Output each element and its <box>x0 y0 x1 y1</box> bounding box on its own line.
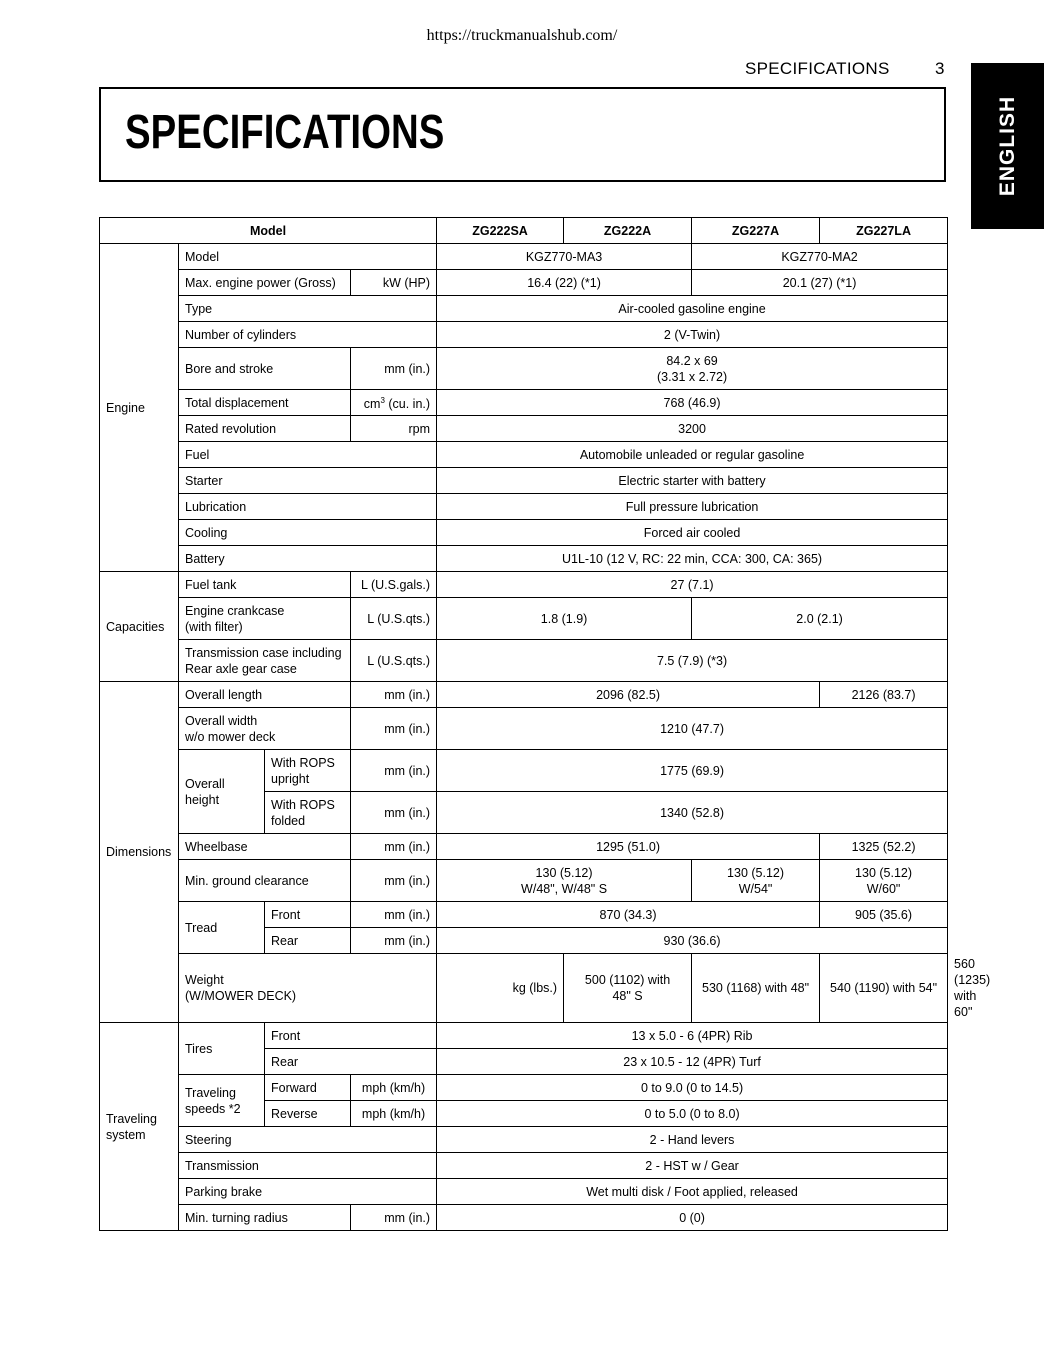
row-label: Transmission case including Rear axle gear case <box>179 640 351 682</box>
unit-label: mm (in.) <box>351 928 437 954</box>
table-row <box>100 750 948 792</box>
row-label: Type <box>179 296 437 322</box>
unit-base: cm <box>363 397 381 412</box>
table-row <box>100 834 948 860</box>
language-label: ENGLISH <box>995 95 1019 197</box>
page-title: SPECIFICATIONS <box>125 106 445 159</box>
row-label: Tires <box>179 1023 265 1075</box>
cell-value: 2.0 (2.1) <box>692 598 948 640</box>
group-traveling-system: Traveling system <box>100 1023 179 1231</box>
sub-label: Reverse <box>265 1101 351 1127</box>
title-box <box>99 87 946 182</box>
unit-label: L (U.S.gals.) <box>351 572 437 598</box>
cell-value: 2 (V-Twin) <box>437 322 948 348</box>
unit-label: mm (in.) <box>351 902 437 928</box>
table-row <box>100 270 948 296</box>
cell-value: 1210 (47.7) <box>437 708 948 750</box>
cell-value: 1.8 (1.9) <box>437 598 692 640</box>
cell-value: 530 (1168) with 48" <box>692 954 820 1023</box>
sub-label: Rear <box>265 1049 437 1075</box>
unit-label: mm (in.) <box>351 792 437 834</box>
unit-label: mm (in.) <box>351 1205 437 1231</box>
cell-value: 3200 <box>437 416 948 442</box>
cell-value: 1325 (52.2) <box>820 834 948 860</box>
table-row <box>100 1205 948 1231</box>
unit-label: mph (km/h) <box>351 1075 437 1101</box>
table-row <box>100 416 948 442</box>
cell-value: 500 (1102) with 48" S <box>564 954 692 1023</box>
table-row <box>100 520 948 546</box>
cell-value: 0 (0) <box>437 1205 948 1231</box>
row-label: Fuel tank <box>179 572 351 598</box>
page-header <box>745 59 945 79</box>
table-row <box>100 296 948 322</box>
table-row: Weight (W/MOWER DECK) kg (lbs.) 500 (1102) with 48" S 530 (1168) with 48" 540 (1190) with 54" 560 (1235) with 60" <box>100 954 948 1023</box>
cell-value: Wet multi disk / Foot applied, released <box>437 1179 948 1205</box>
unit-label: kW (HP) <box>351 270 437 296</box>
unit-label: L (U.S.qts.) <box>351 598 437 640</box>
unit-label: kg (lbs.) <box>437 954 564 1023</box>
unit-superscript: 3 <box>380 395 385 405</box>
cell-value: Full pressure lubrication <box>437 494 948 520</box>
unit-label: mm (in.) <box>351 708 437 750</box>
unit-label <box>351 390 437 416</box>
cell-value: 130 (5.12) W/48", W/48" S <box>437 860 692 902</box>
sub-label: Forward <box>265 1075 351 1101</box>
table-row <box>100 468 948 494</box>
table-row <box>100 244 948 270</box>
cell-value: 0 to 9.0 (0 to 14.5) <box>437 1075 948 1101</box>
unit-label: mph (km/h) <box>351 1101 437 1127</box>
row-label: Bore and stroke <box>179 348 351 390</box>
table-row <box>100 1075 948 1101</box>
table-row <box>100 442 948 468</box>
table-header-row <box>100 218 948 244</box>
row-label: Wheelbase <box>179 834 351 860</box>
row-label: Rated revolution <box>179 416 351 442</box>
sub-label: With ROPS upright <box>265 750 351 792</box>
table-row <box>100 598 948 640</box>
group-engine: Engine <box>100 244 179 572</box>
row-label: Lubrication <box>179 494 437 520</box>
table-row <box>100 572 948 598</box>
row-label: Steering <box>179 1127 437 1153</box>
table-row <box>100 640 948 682</box>
model-zg222a: ZG222A <box>564 218 692 244</box>
cell-value: 27 (7.1) <box>437 572 948 598</box>
unit-suffix: (cu. in.) <box>384 397 431 412</box>
table-row <box>100 1023 948 1049</box>
row-label: Fuel <box>179 442 437 468</box>
cell-value: 2 - HST w / Gear <box>437 1153 948 1179</box>
cell-value: 870 (34.3) <box>437 902 820 928</box>
unit-label: rpm <box>351 416 437 442</box>
table-row <box>100 494 948 520</box>
cell-value: 13 x 5.0 - 6 (4PR) Rib <box>437 1023 948 1049</box>
cell-value: 130 (5.12) W/60" <box>820 860 948 902</box>
cell-value: 540 (1190) with 54" <box>820 954 948 1023</box>
model-header: Model <box>100 218 437 244</box>
table-row <box>100 348 948 390</box>
row-label: Cooling <box>179 520 437 546</box>
cell-value: 23 x 10.5 - 12 (4PR) Turf <box>437 1049 948 1075</box>
cell-value: Air-cooled gasoline engine <box>437 296 948 322</box>
row-label: Traveling speeds *2 <box>179 1075 265 1127</box>
unit-label: mm (in.) <box>351 348 437 390</box>
cell-value: 1775 (69.9) <box>437 750 948 792</box>
cell-value: 1295 (51.0) <box>437 834 820 860</box>
row-label: Total displacement <box>179 390 351 416</box>
row-label: Max. engine power (Gross) <box>179 270 351 296</box>
cell-value: KGZ770-MA3 <box>437 244 692 270</box>
cell-value: 1340 (52.8) <box>437 792 948 834</box>
cell-value: 7.5 (7.9) (*3) <box>437 640 948 682</box>
cell-value: 905 (35.6) <box>820 902 948 928</box>
cell-value: U1L-10 (12 V, RC: 22 min, CCA: 300, CA: 365) <box>437 546 948 572</box>
group-capacities: Capacities <box>100 572 179 682</box>
row-label: Tread <box>179 902 265 954</box>
cell-value: 0 to 5.0 (0 to 8.0) <box>437 1101 948 1127</box>
unit-label: L (U.S.qts.) <box>351 640 437 682</box>
section-name: SPECIFICATIONS <box>745 59 890 78</box>
sub-label: Front <box>265 1023 437 1049</box>
row-label: Overall width w/o mower deck <box>179 708 351 750</box>
table-row <box>100 1127 948 1153</box>
table-row <box>100 1153 948 1179</box>
unit-label: mm (in.) <box>351 682 437 708</box>
table-row <box>100 322 948 348</box>
row-label: Min. ground clearance <box>179 860 351 902</box>
specifications-table <box>99 217 991 1231</box>
table-row <box>100 1179 948 1205</box>
row-label: Battery <box>179 546 437 572</box>
cell-value: Electric starter with battery <box>437 468 948 494</box>
cell-value: 2126 (83.7) <box>820 682 948 708</box>
cell-value: Forced air cooled <box>437 520 948 546</box>
cell-value: 130 (5.12) W/54" <box>692 860 820 902</box>
cell-value: 2096 (82.5) <box>437 682 820 708</box>
cell-value: 768 (46.9) <box>437 390 948 416</box>
source-url: https://truckmanualshub.com/ <box>426 27 618 44</box>
table-row <box>100 902 948 928</box>
cell-value: 930 (36.6) <box>437 928 948 954</box>
group-dimensions: Dimensions <box>100 682 179 1023</box>
row-label: Overall length <box>179 682 351 708</box>
page-number: 3 <box>935 59 945 78</box>
model-zg222sa: ZG222SA <box>437 218 564 244</box>
cell-value: 2 - Hand levers <box>437 1127 948 1153</box>
cell-value: Automobile unleaded or regular gasoline <box>437 442 948 468</box>
cell-value: 16.4 (22) (*1) <box>437 270 692 296</box>
sub-label: Rear <box>265 928 351 954</box>
row-label: Transmission <box>179 1153 437 1179</box>
row-label: Min. turning radius <box>179 1205 351 1231</box>
row-label: Engine crankcase (with filter) <box>179 598 351 640</box>
sub-label: Front <box>265 902 351 928</box>
unit-label: mm (in.) <box>351 834 437 860</box>
model-zg227a: ZG227A <box>692 218 820 244</box>
unit-label: mm (in.) <box>351 750 437 792</box>
cell-value: 84.2 x 69 (3.31 x 2.72) <box>437 348 948 390</box>
row-label: Weight (W/MOWER DECK) <box>179 954 437 1023</box>
row-label: Parking brake <box>179 1179 437 1205</box>
row-label: Starter <box>179 468 437 494</box>
unit-label: mm (in.) <box>351 860 437 902</box>
cell-value: KGZ770-MA2 <box>692 244 948 270</box>
table-row <box>100 708 948 750</box>
row-label: Model <box>179 244 437 270</box>
language-tab <box>971 63 1044 229</box>
table-row <box>100 682 948 708</box>
table-row <box>100 546 948 572</box>
table-row <box>100 390 948 416</box>
sub-label: With ROPS folded <box>265 792 351 834</box>
model-zg227la: ZG227LA <box>820 218 948 244</box>
table-row <box>100 860 948 902</box>
row-label: Number of cylinders <box>179 322 437 348</box>
cell-value: 20.1 (27) (*1) <box>692 270 948 296</box>
row-label: Overall height <box>179 750 265 834</box>
